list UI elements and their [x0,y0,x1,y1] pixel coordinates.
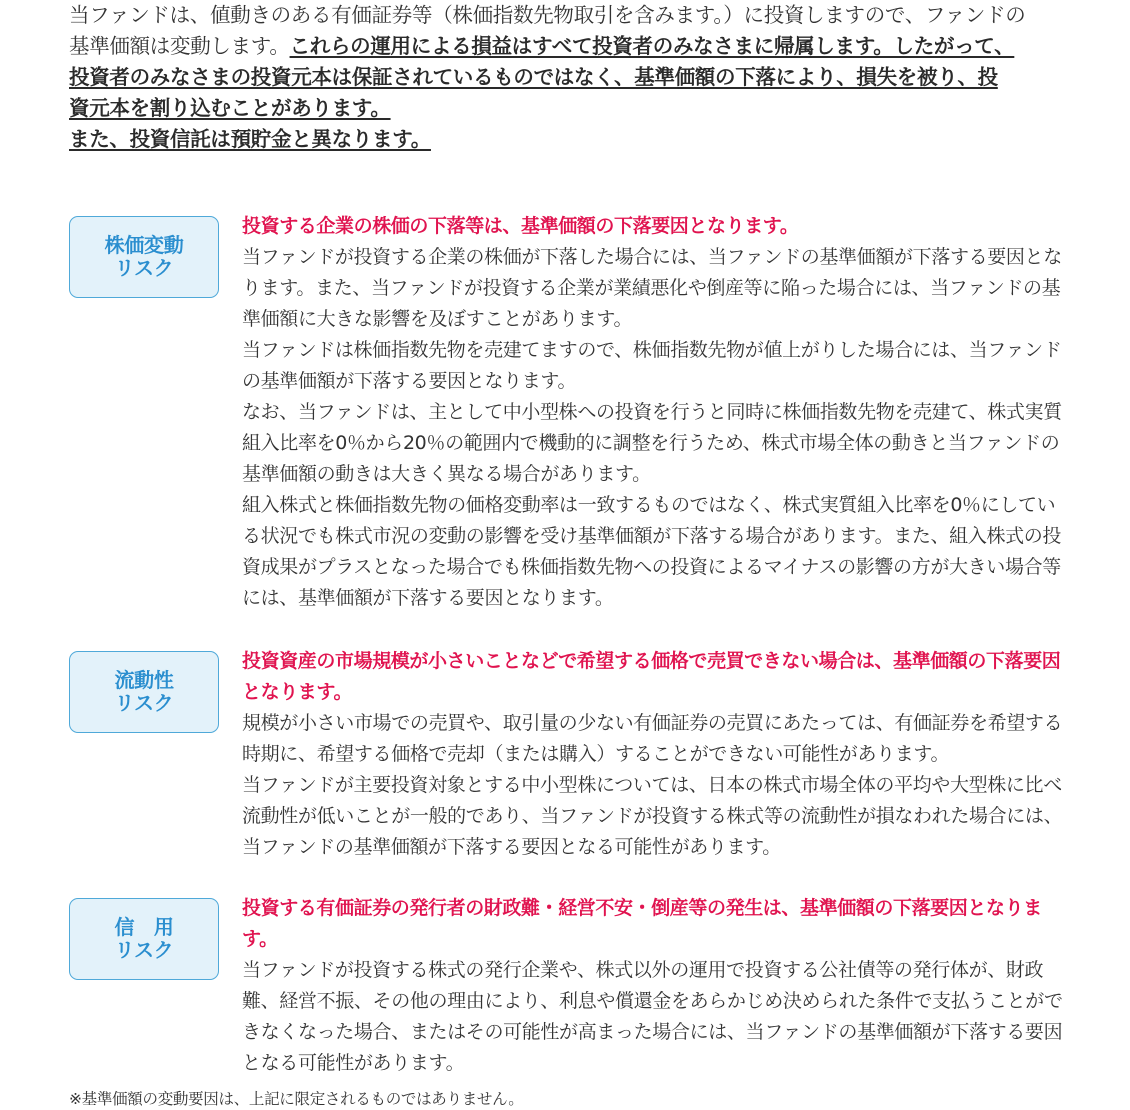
risk-headline: 投資する有価証券の発行者の財政難・経営不安・倒産等の発生は、基準価額の下落要因となります。 [242,897,1042,950]
intro-line-2-plain: 基準価額は変動します。 [69,34,290,58]
risk-paragraph: 当ファンドが投資する株式の発行企業や、株式以外の運用で投資する公社債等の発行体が、財政難、経営不振、その他の理由により、利息や償還金をあらかじめ決められた条件で支払うことができなくなった場合、またはその可能性が高まった場合には、当ファンドの基準価額が下落する要因となる可能性があります。 [242,959,1063,1074]
intro-line-5 [69,124,1069,155]
risk-paragraph: なお、当ファンドは、主として中小型株への投資を行うと同時に株価指数先物を売建て、株式実質組入比率を0％から20％の範囲内で機動的に調整を行うため、株式市場全体の動きと当ファンドの基準価額の動きは大きく異なる場合があります。 [242,401,1062,485]
risk-label-line2: リスク [114,256,174,280]
intro-disclaimer [69,0,1069,155]
risk-label-line2: リスク [114,938,174,962]
risk-label-stock-price [69,216,219,298]
risk-label-line1: 株価変動 [104,233,184,257]
intro-line-1 [69,0,1069,31]
footnote: ※基準価額の変動要因は、上記に限定されるものではありません。 [69,1090,524,1108]
risk-label-credit [69,898,219,980]
intro-line-4 [69,93,1069,124]
intro-line-3 [69,62,1069,93]
risk-paragraph: 組入株式と株価指数先物の価格変動率は一致するものではなく、株式実質組入比率を0％にしている状況でも株式市況の変動の影響を受け基準価額が下落する場合があります。また、組入株式の投資成果がプラスとなった場合でも株価指数先物への投資によるマイナスの影響の方が大きい場合等には、基準価額が下落する要因となります。 [242,494,1062,609]
intro-line-4-emphasis: 資元本を割り込むことがあります。 [69,96,391,120]
intro-line-5-emphasis: また、投資信託は預貯金と異なります。 [69,127,431,151]
intro-line-2-emphasis: これらの運用による損益はすべて投資者のみなさまに帰属します。したがって、 [289,34,1015,58]
risk-body-stock-price [242,211,1064,614]
risk-paragraph: 当ファンドが投資する企業の株価が下落した場合には、当ファンドの基準価額が下落する要因となります。また、当ファンドが投資する企業が業績悪化や倒産等に陥った場合には、当ファンドの基準価額に大きな影響を及ぼすことがあります。 [242,246,1062,330]
risk-headline: 投資資産の市場規模が小さいことなどで希望する価格で売買できない場合は、基準価額の下落要因となります。 [242,650,1061,703]
risk-body-credit [242,893,1064,1079]
risk-label-line2: リスク [114,691,174,715]
intro-line-2 [69,31,1069,62]
risk-label-liquidity [69,651,219,733]
risk-paragraph: 規模が小さい市場での売買や、取引量の少ない有価証券の売買にあたっては、有価証券を希望する時期に、希望する価格で売却（または購入）することができない可能性があります。 [242,712,1063,765]
risk-paragraph: 当ファンドが主要投資対象とする中小型株については、日本の株式市場全体の平均や大型株に比べ流動性が低いことが一般的であり、当ファンドが投資する株式等の流動性が損なわれた場合には、当ファンドの基準価額が下落する要因となる可能性があります。 [242,774,1063,858]
risk-label-line1: 信 用 [114,915,174,939]
risk-body-liquidity [242,646,1064,863]
risk-paragraph: 当ファンドは株価指数先物を売建てますので、株価指数先物が値上がりした場合には、当ファンドの基準価額が下落する要因となります。 [242,339,1062,392]
intro-line-1-text: 当ファンドは、値動きのある有価証券等（株価指数先物取引を含みます。）に投資しますので、ファンドの [69,3,1026,27]
intro-line-3-emphasis: 投資者のみなさまの投資元本は保証されているものではなく、基準価額の下落により、損失を被り、投 [69,65,998,89]
risk-label-line1: 流動性 [114,668,174,692]
risk-headline: 投資する企業の株価の下落等は、基準価額の下落要因となります。 [242,215,799,237]
